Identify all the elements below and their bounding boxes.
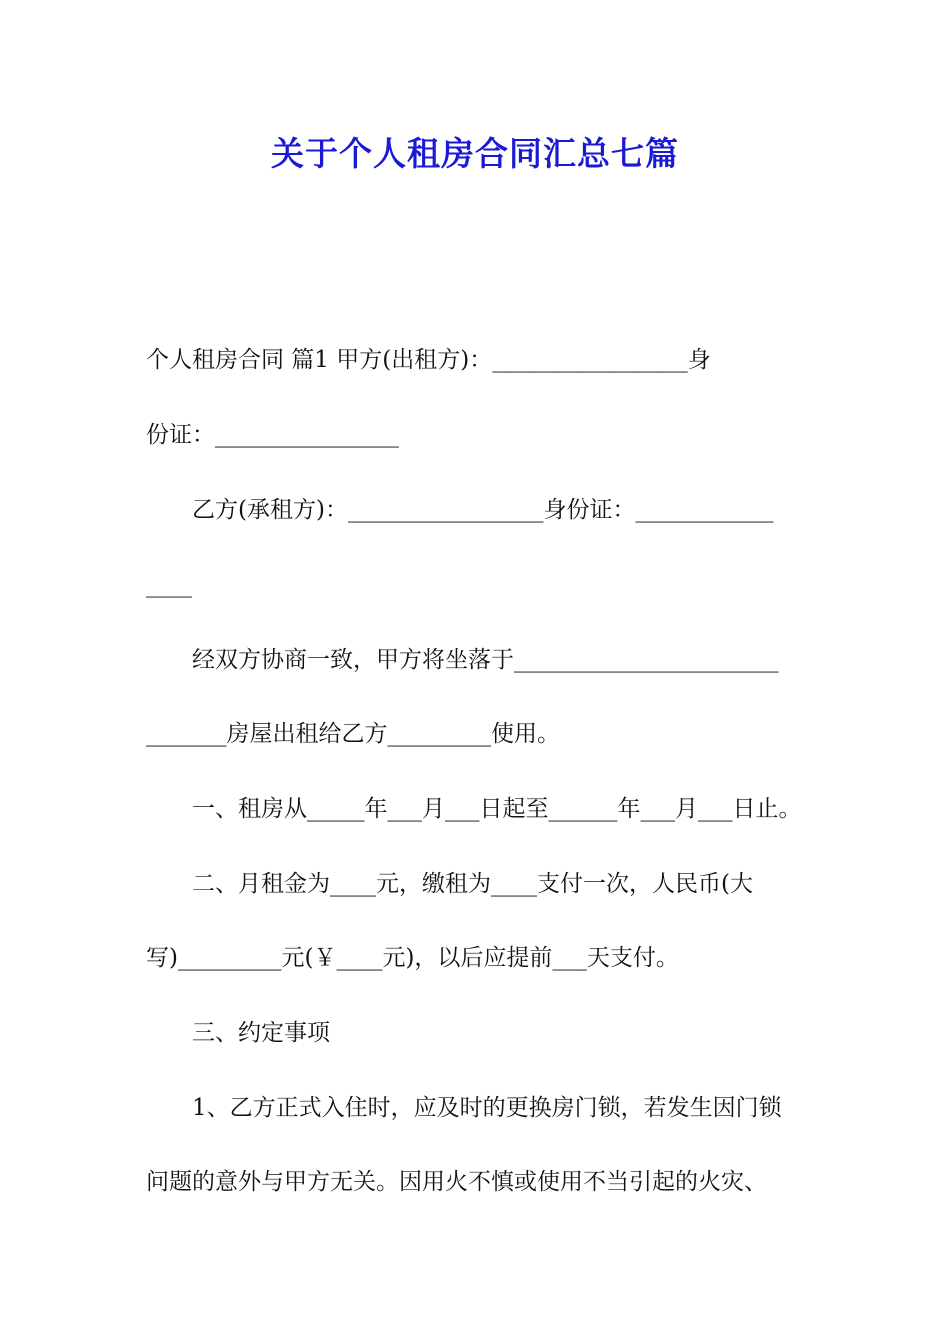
text-line-3: 乙方(承租方)：_________________身份证：____________ (192, 497, 774, 523)
text-line-9: 写)_________元(￥____元)，以后应提前___天支付。 (146, 945, 679, 971)
text-line-11: 1、乙方正式入住时，应及时的更换房门锁，若发生因门锁 (192, 1095, 782, 1121)
text-line-10: 三、约定事项 (192, 1020, 330, 1046)
text-line-8: 二、月租金为____元，缴租为____支付一次，人民币(大 (192, 871, 753, 897)
document-title: 关于个人租房合同汇总七篇 (271, 134, 679, 173)
text-line-12: 问题的意外与甲方无关。因用火不慎或使用不当引起的火灾、 (146, 1169, 767, 1195)
text-line-4: ____ (146, 572, 192, 598)
text-line-2: 份证：________________ (146, 422, 399, 448)
text-line-1: 个人租房合同 篇1 甲方(出租方)：_________________身 (146, 347, 711, 373)
text-line-5: 经双方协商一致，甲方将坐落于_______________________ (192, 647, 779, 673)
text-line-7: 一、租房从_____年___月___日起至______年___月___日止。 (192, 796, 802, 822)
text-line-6: _______房屋出租给乙方_________使用。 (146, 721, 560, 747)
